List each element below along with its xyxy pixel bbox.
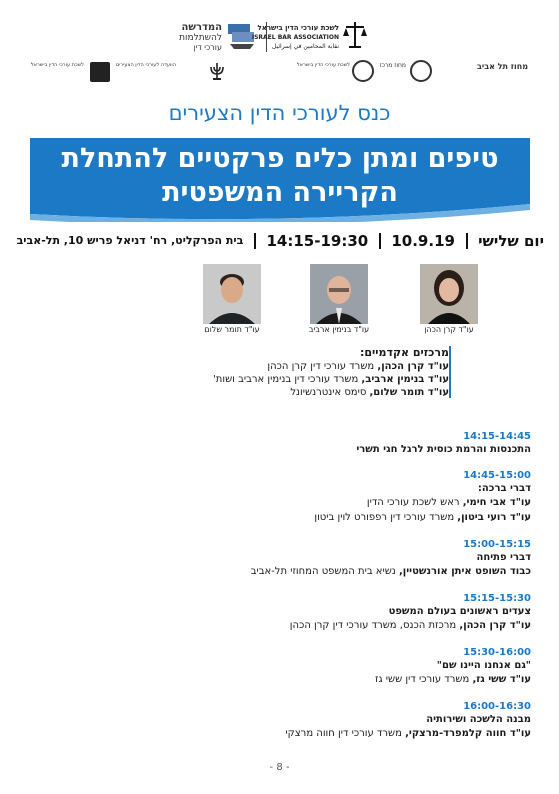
title-banner (30, 138, 530, 222)
schedule-slot (101, 700, 531, 741)
moderator-item: עו"ד תומר שלום, סימס אינטרנשיונל (290, 387, 449, 398)
separator (254, 233, 256, 249)
person-icon (420, 264, 478, 324)
slot-title: צעדים ראשונים בעולם המשפט (388, 606, 531, 617)
slot-speaker: עו"ד חווה קלמפרד-מרצקי, משרד עורכי דין חווה מרצקי (285, 728, 531, 739)
speaker-caption: עו"ד בנימין ארביב (308, 325, 370, 334)
slot-time: 14:15-14:45 (463, 431, 531, 442)
slot-speaker: עו"ד ששי גז, משרד עורכי דין ששי גז (375, 674, 531, 685)
partner-logo: הוועדה לעורכי הדין הצעירים (115, 62, 176, 68)
seal-icon (410, 60, 432, 82)
accent-bar (449, 346, 451, 398)
event-date: 10.9.19 (391, 231, 455, 250)
slot-speaker: עו"ד אבי חימי, ראש לשכת עורכי הדין (366, 497, 531, 508)
schedule (101, 430, 531, 754)
schedule-slot (101, 430, 531, 456)
schedule-slot (101, 646, 531, 687)
partner-logo: לשכת עורכי הדין בישראל (30, 62, 84, 68)
event-time: 14:15-19:30 (266, 231, 369, 250)
schedule-slot (101, 469, 531, 525)
partner-emblem-icon (90, 62, 110, 82)
event-location: בית הפרקליט, רח' דניאל פריש 10, תל-אביב (16, 234, 244, 247)
partner-logo: מחוז מרכז (379, 62, 406, 69)
slot-title: מבנה הלשכה ושירותיה (426, 714, 531, 725)
slot-time: 15:15-15:30 (463, 593, 531, 604)
school-logo: המדרשה להשתלמות עורכי דין (168, 20, 258, 56)
person-icon (203, 264, 261, 324)
speaker-photo (420, 264, 478, 324)
slot-title: התכנסות והרמת כוסית לרגל חגי תשרי (356, 444, 531, 455)
person-icon (310, 264, 368, 324)
slot-title: דברי פתיחה (476, 552, 531, 563)
slot-time: 16:00-16:30 (463, 701, 531, 712)
slot-time: 14:45-15:00 (463, 470, 531, 481)
slot-speaker: כבוד השופט איתן אורנשטיין, נשיא בית המשפט המחוזי תל-אביב (250, 566, 531, 577)
event-details (16, 230, 544, 250)
speaker-photo (310, 264, 368, 324)
seal-icon (352, 60, 374, 82)
slot-time: 15:30-16:00 (463, 647, 531, 658)
slot-speaker: עו"ד קרן הכהן, מרכזת הכנס, משרד עורכי דין קרן הכהן (289, 620, 531, 631)
bar-association-logo: לשכת עורכי הדין בישראל ISRAEL BAR ASSOCIATION نقابة المحامين في إسرائيل (272, 20, 367, 56)
page-number: - 8 - (269, 762, 290, 773)
menorah-icon (206, 60, 228, 82)
schedule-slot (101, 592, 531, 633)
speaker-caption: עו"ד תומר שלום (204, 325, 260, 334)
event-day: יום שלישי (478, 231, 544, 250)
slot-title: "גם אנחנו היינו שם" (436, 660, 531, 671)
slot-time: 15:00-15:15 (463, 539, 531, 550)
conference-title: כנס לעורכי הדין הצעירים (168, 101, 391, 125)
slot-speaker: עו"ד רועי ביטון, משרד עורכי דין רפפורט לוין ביטון (314, 512, 531, 523)
partner-logos-strip (30, 60, 530, 86)
speaker-photo (203, 264, 261, 324)
moderators-block (109, 346, 449, 399)
partner-logo: מחוז תל אביב (476, 62, 528, 71)
moderator-item: עו"ד קרן הכהן, משרד עורכי דין קרן הכהן (267, 361, 449, 372)
moderator-item: עו"ד בנימין ארביב, משרד עורכי דין בנימין ארביב ושות' (213, 374, 449, 385)
separator (466, 233, 468, 249)
scales-icon (343, 20, 367, 50)
schedule-slot (101, 538, 531, 579)
partner-logo: לשכת עורכי הדין בישראל (296, 62, 350, 68)
moderators-heading: מרכזים אקדמיים: (359, 346, 449, 359)
slot-title: דברי ברכה: (477, 483, 531, 494)
speaker-caption: עו"ד קרן הכהן (424, 325, 474, 334)
separator (379, 233, 381, 249)
main-title: טיפים ומתן כלים פרקטיים להתחלת הקריירה המשפטית (61, 143, 499, 208)
